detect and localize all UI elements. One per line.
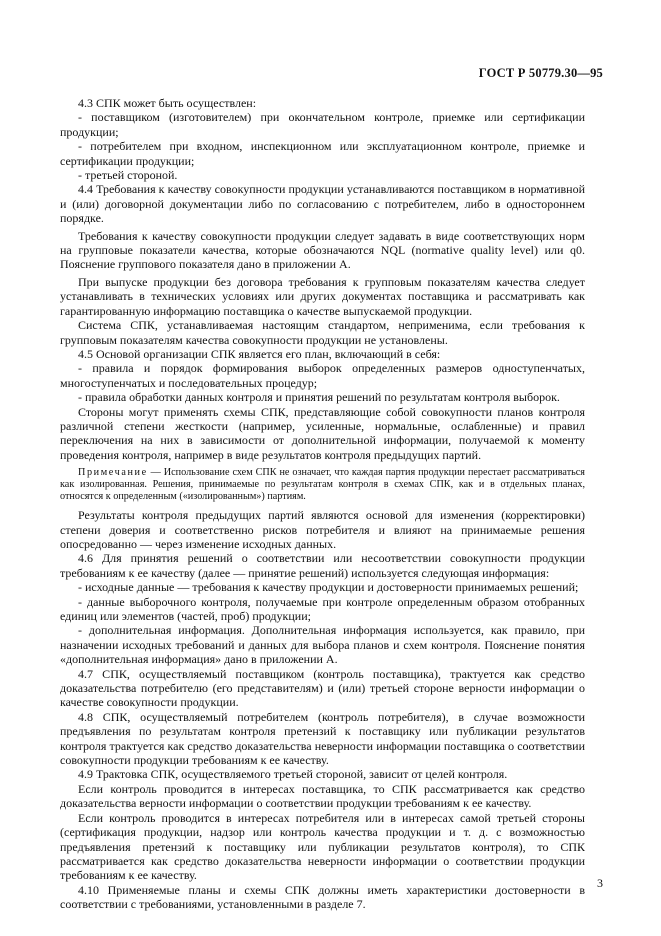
list-item: - поставщиком (изготовителем) при окончательном контроле, приемке или сертификации продукции; <box>60 110 585 139</box>
paragraph: При выпуске продукции без договора требования к групповым показателям качества следует устанавливать в технических условиях или других документах поставщика и рассматривать как гарантированную информацию поставщика о качестве выпускаемой продукции. <box>60 274 585 318</box>
paragraph: 4.5 Основой организации СПК является его план, включающий в себя: <box>78 346 441 361</box>
paragraph: Если контроль проводится в интересах потребителя или в интересах самой третьей стороны (сертификация продукции, надзор или контроль качества продукции и т. д. с возможностью предъявления претензий к поставщику или публикации результатов контроля), то СПК рассматривается как средство доказательства неверности информации о соответствии продукции требованиям к ее качеству. <box>60 810 585 883</box>
paragraph: 4.6 Для принятия решений о соответствии или несоответствии совокупности продукции требованиям к ее качеству (далее — принятие решений) используется следующая информация: <box>60 551 585 580</box>
paragraph: 4.7 СПК, осуществляемый поставщиком (контроль поставщика), трактуется как средство доказательства потребителю (его представителям) и (или) третьей стороне верности информации о качестве совокупности продукции. <box>60 666 585 710</box>
list-item: - дополнительная информация. Дополнительная информация используется, как правило, при назначении исходных требований и данных для выбора планов и схем контроля. Пояснение понятия «дополнительная информация» дано в приложении А. <box>60 623 585 667</box>
paragraph: 4.4 Требования к качеству совокупности продукции устанавливаются поставщиком в нормативной и (или) договорной документации либо по согласованию с потребителем, либо в одностороннем порядке. <box>60 182 585 226</box>
paragraph: Система СПК, устанавливаемая настоящим стандартом, неприменима, если требования к групповым показателям качества совокупности продукции не установлены. <box>60 318 585 347</box>
paragraph: 4.8 СПК, осуществляемый потребителем (контроль потребителя), в случае возможности предъявления по результатам контроля претензий к поставщику или публикации результатов контроля трактуется как средство доказательства неверности информации поставщика о соответствии совокупности продукции требованиям к ее качеству. <box>60 709 585 768</box>
list-item: - потребителем при входном, инспекционном или эксплуатационном контроле, приемке и сертификации продукции; <box>60 139 585 168</box>
list-item: - данные выборочного контроля, получаемые при контроле определенным образом отобранных единиц или элементов (частей, проб) продукции; <box>60 594 585 623</box>
paragraph: 4.9 Трактовка СПК, осуществляемого третьей стороной, зависит от целей контроля. <box>78 767 508 782</box>
document-id-header: ГОСТ Р 50779.30—95 <box>478 66 603 80</box>
paragraph: Если контроль проводится в интересах поставщика, то СПК рассматривается как средство доказательства верности информации о соответствии продукции требованиям к ее качеству. <box>60 781 585 811</box>
note-text: — Использование схем СПК не означает, что каждая партия продукции перестает рассматриваться как изолированная. Решения, принимаемые по результатам контроля в схемах СПК, как и в отдельных планах, относятся к определенным («изолированным») партиям. <box>60 467 585 503</box>
page-number: 3 <box>597 876 603 890</box>
note <box>60 467 585 503</box>
paragraph: Требования к качеству совокупности продукции следует задавать в виде соответствующих норм на групповые показатели качества, которые обозначаются NQL (normative quality level) или q0. Пояснение группового показателя дано в приложении А. <box>60 228 585 272</box>
list-item: - правила обработки данных контроля и принятия решений по результатам контроля выборок. <box>78 390 560 405</box>
paragraph: Результаты контроля предыдущих партий являются основой для изменения (корректировки) степени доверия и соответственно рисков потребителя и влияют на принимаемые решения опосредованно — через изменение исходных данных. <box>60 508 585 551</box>
list-item: - правила и порядок формирования выборок определенных размеров одноступенчатых, многоступенчатых и последовательных процедур; <box>60 361 585 390</box>
paragraph: Стороны могут применять схемы СПК, представляющие собой совокупности планов контроля различной степени жесткости (например, усиленные, нормальные, ослабленные) и правил переключения на них в зависимости от дополнительной информации, получаемой к моменту проведения контроля, например в виде результатов контроля предыдущих партий. <box>60 404 585 462</box>
paragraph: 4.10 Применяемые планы и схемы СПК должны иметь характеристики достоверности в соответствии с требованиями, установленными в разделе 7. <box>60 882 585 912</box>
note-label: Примечание <box>78 467 148 479</box>
document-body <box>60 96 585 912</box>
list-item: - исходные данные — требования к качеству продукции и достоверности принимаемых решений; <box>78 580 579 595</box>
paragraph: 4.3 СПК может быть осуществлен: <box>78 96 257 110</box>
list-item: - третьей стороной. <box>78 168 178 183</box>
